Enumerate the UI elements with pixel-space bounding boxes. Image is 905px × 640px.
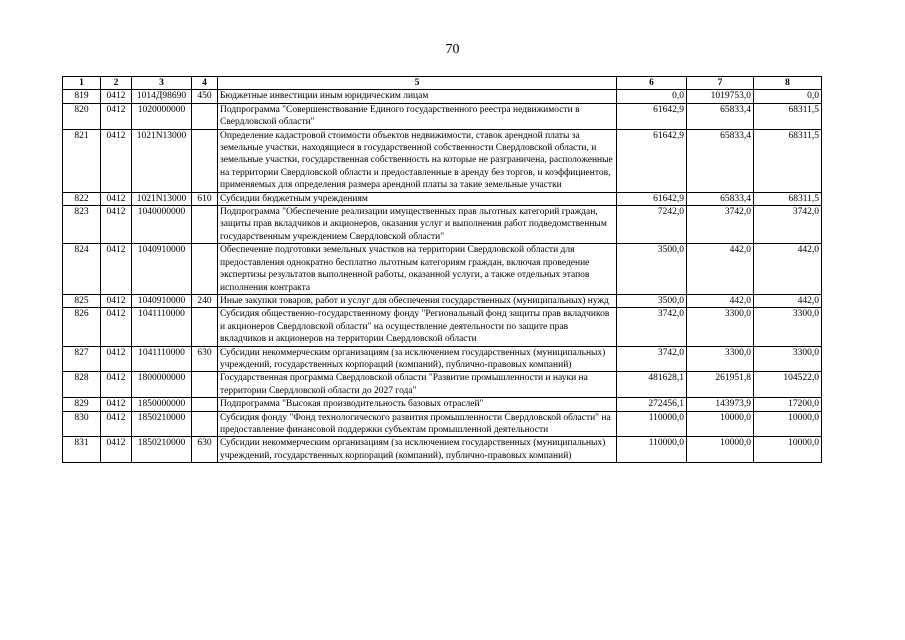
amount-col-7: 65833,4	[687, 129, 754, 192]
column-header: 3	[132, 77, 192, 90]
amount-col-6: 272456,1	[617, 398, 687, 411]
item-name: Государственная программа Свердловской области "Развитие промышленности и науки на территории Свердловской области до 2027 года"	[218, 372, 617, 398]
section-code: 0412	[101, 398, 132, 411]
expense-kind-code	[192, 244, 218, 295]
expense-kind-code: 450	[192, 90, 218, 103]
amount-col-7: 65833,4	[687, 192, 754, 205]
amount-col-6: 61642,9	[617, 129, 687, 192]
section-code: 0412	[101, 206, 132, 244]
item-name: Субсидии некоммерческим организациям (за исключением государственных (муниципальных) учреждений, государственных корпораций (компаний), публично-правовых компаний)	[218, 346, 617, 372]
amount-col-8: 0,0	[754, 90, 822, 103]
amount-col-7: 65833,4	[687, 103, 754, 129]
amount-col-8: 68311,5	[754, 129, 822, 192]
section-code: 0412	[101, 244, 132, 295]
expense-kind-code	[192, 206, 218, 244]
amount-col-7: 1019753,0	[687, 90, 754, 103]
section-code: 0412	[101, 372, 132, 398]
amount-col-6: 0,0	[617, 90, 687, 103]
amount-col-7: 3300,0	[687, 346, 754, 372]
target-article-code: 1850210000	[132, 437, 192, 463]
section-code: 0412	[101, 192, 132, 205]
row-number: 830	[63, 411, 101, 437]
target-article-code: 1040000000	[132, 206, 192, 244]
row-number: 823	[63, 206, 101, 244]
target-article-code: 1040910000	[132, 244, 192, 295]
amount-col-6: 61642,9	[617, 103, 687, 129]
row-number: 826	[63, 308, 101, 346]
column-header: 2	[101, 77, 132, 90]
section-code: 0412	[101, 308, 132, 346]
expense-kind-code: 630	[192, 437, 218, 463]
item-name: Бюджетные инвестиции иным юридическим лицам	[218, 90, 617, 103]
amount-col-6: 3500,0	[617, 244, 687, 295]
section-code: 0412	[101, 346, 132, 372]
target-article-code: 1021N13000	[132, 192, 192, 205]
header-row	[63, 77, 822, 90]
table-row	[63, 206, 822, 244]
amount-col-6: 3742,0	[617, 308, 687, 346]
target-article-code: 1041110000	[132, 346, 192, 372]
row-number: 825	[63, 294, 101, 307]
amount-col-6: 3742,0	[617, 346, 687, 372]
item-name: Подпрограмма "Высокая производительность базовых отраслей"	[218, 398, 617, 411]
row-number: 831	[63, 437, 101, 463]
section-code: 0412	[101, 411, 132, 437]
amount-col-8: 442,0	[754, 244, 822, 295]
item-name: Субсидия фонду "Фонд технологического развития промышленности Свердловской области" на предоставление финансовой поддержки субъектам промышленной деятельности	[218, 411, 617, 437]
amount-col-6: 61642,9	[617, 192, 687, 205]
expense-kind-code	[192, 372, 218, 398]
table-row	[63, 129, 822, 192]
amount-col-8: 17200,0	[754, 398, 822, 411]
amount-col-8: 3300,0	[754, 308, 822, 346]
target-article-code: 1020000000	[132, 103, 192, 129]
row-number: 822	[63, 192, 101, 205]
expense-kind-code	[192, 129, 218, 192]
row-number: 829	[63, 398, 101, 411]
amount-col-7: 10000,0	[687, 437, 754, 463]
row-number: 827	[63, 346, 101, 372]
amount-col-6: 110000,0	[617, 437, 687, 463]
amount-col-6: 481628,1	[617, 372, 687, 398]
item-name: Субсидии некоммерческим организациям (за исключением государственных (муниципальных) учреждений, государственных корпораций (компаний), публично-правовых компаний)	[218, 437, 617, 463]
amount-col-8: 68311,5	[754, 103, 822, 129]
section-code: 0412	[101, 437, 132, 463]
section-code: 0412	[101, 90, 132, 103]
amount-col-7: 3742,0	[687, 206, 754, 244]
section-code: 0412	[101, 129, 132, 192]
item-name: Субсидия общественно-государственному фонду "Региональный фонд защиты прав вкладчиков и акционеров Свердловской области" на осуществление деятельности по защите прав вкладчиков и акционеров на территории Свердловской области	[218, 308, 617, 346]
target-article-code: 1021N13000	[132, 129, 192, 192]
expense-kind-code: 610	[192, 192, 218, 205]
expense-kind-code	[192, 411, 218, 437]
row-number: 820	[63, 103, 101, 129]
amount-col-7: 10000,0	[687, 411, 754, 437]
table-row	[63, 90, 822, 103]
amount-col-7: 261951,8	[687, 372, 754, 398]
table-row	[63, 244, 822, 295]
expense-kind-code	[192, 308, 218, 346]
target-article-code: 1040910000	[132, 294, 192, 307]
amount-col-6: 110000,0	[617, 411, 687, 437]
target-article-code: 1014Д98690	[132, 90, 192, 103]
table-row	[63, 372, 822, 398]
item-name: Иные закупки товаров, работ и услуг для обеспечения государственных (муниципальных) нужд	[218, 294, 617, 307]
amount-col-7: 442,0	[687, 294, 754, 307]
amount-col-8: 104522,0	[754, 372, 822, 398]
table-row	[63, 192, 822, 205]
amount-col-8: 10000,0	[754, 411, 822, 437]
row-number: 828	[63, 372, 101, 398]
column-header: 1	[63, 77, 101, 90]
amount-col-6: 7242,0	[617, 206, 687, 244]
column-header: 5	[218, 77, 617, 90]
expense-kind-code	[192, 103, 218, 129]
table-row	[63, 346, 822, 372]
table-row	[63, 411, 822, 437]
column-header: 4	[192, 77, 218, 90]
column-header: 8	[754, 77, 822, 90]
section-code: 0412	[101, 294, 132, 307]
row-number: 821	[63, 129, 101, 192]
column-header: 6	[617, 77, 687, 90]
table-row	[63, 437, 822, 463]
expense-kind-code: 240	[192, 294, 218, 307]
table-row	[63, 398, 822, 411]
section-code: 0412	[101, 103, 132, 129]
amount-col-6: 3500,0	[617, 294, 687, 307]
item-name: Субсидии бюджетным учреждениям	[218, 192, 617, 205]
row-number: 819	[63, 90, 101, 103]
target-article-code: 1041110000	[132, 308, 192, 346]
row-number: 824	[63, 244, 101, 295]
amount-col-7: 3300,0	[687, 308, 754, 346]
amount-col-7: 143973,9	[687, 398, 754, 411]
amount-col-8: 442,0	[754, 294, 822, 307]
column-header: 7	[687, 77, 754, 90]
amount-col-8: 68311,5	[754, 192, 822, 205]
budget-table	[62, 76, 822, 463]
expense-kind-code	[192, 398, 218, 411]
amount-col-7: 442,0	[687, 244, 754, 295]
item-name: Обеспечение подготовки земельных участков на территории Свердловской области для предоставления однократно бесплатно льготным категориям граждан, включая проведение экспертизы результатов выполненной работы, оказанной услуги, а также отдельных этапов исполнения контракта	[218, 244, 617, 295]
amount-col-8: 10000,0	[754, 437, 822, 463]
amount-col-8: 3742,0	[754, 206, 822, 244]
page-number: 70	[445, 42, 460, 57]
table-row	[63, 308, 822, 346]
item-name: Подпрограмма "Совершенствование Единого государственного реестра недвижимости в Свердловской области"	[218, 103, 617, 129]
amount-col-8: 3300,0	[754, 346, 822, 372]
table-row	[63, 103, 822, 129]
table-row	[63, 294, 822, 307]
target-article-code: 1850000000	[132, 398, 192, 411]
target-article-code: 1850210000	[132, 411, 192, 437]
expense-kind-code: 630	[192, 346, 218, 372]
target-article-code: 1800000000	[132, 372, 192, 398]
item-name: Подпрограмма "Обеспечение реализации имущественных прав льготных категорий граждан, защиты прав вкладчиков и акционеров, оказания услуг и выполнения работ подведомственным государственным учреждением Свердловской области"	[218, 206, 617, 244]
item-name: Определение кадастровой стоимости объектов недвижимости, ставок арендной платы за земельные участки, находящиеся в государственной собственности Свердловской области, и земельные участки, государственная собственность на которые не разграничена, расположенные на территории Свердловской области и предоставленные в аренду без торгов, и коэффициентов, применяемых для определения размера арендной платы за такие земельные участки	[218, 129, 617, 192]
